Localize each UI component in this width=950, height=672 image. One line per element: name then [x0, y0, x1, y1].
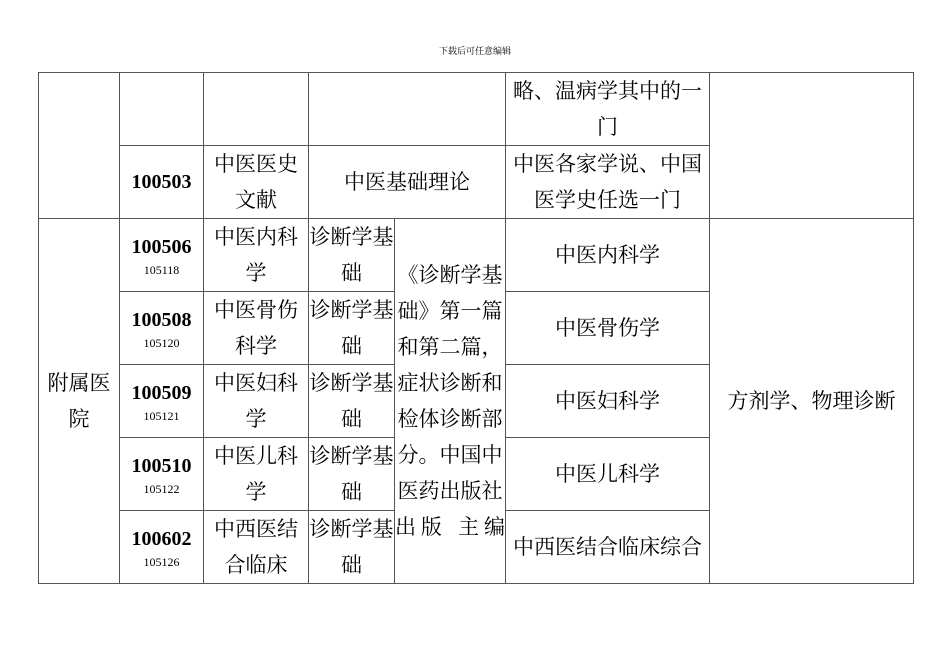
code-cell: 100508 105120: [120, 292, 204, 365]
table-row: [39, 73, 914, 146]
major-cell: 中医骨伤科学: [204, 292, 309, 365]
table-row: [39, 219, 914, 292]
code-cell: 100602 105126: [120, 511, 204, 584]
exam-subject-cell: 中医各家学说、中国医学史任选一门: [506, 146, 710, 219]
code-cell: 100510 105122: [120, 438, 204, 511]
code-cell: 100506 105118: [120, 219, 204, 292]
subject-cell: 诊断学基础: [309, 511, 395, 584]
major-cell: 中医妇科学: [204, 365, 309, 438]
code-cell: 100503: [120, 146, 204, 219]
code-cell: 100509 105121: [120, 365, 204, 438]
major-cell: 中医医史文献: [204, 146, 309, 219]
admission-table: [38, 72, 914, 584]
unit-cell: 附属医院: [39, 219, 120, 584]
exam-subject-cell: 中西医结合临床综合: [506, 511, 710, 584]
exam-subject-cell: 中医妇科学: [506, 365, 710, 438]
exam-subject-cell: 中医骨伤学: [506, 292, 710, 365]
subject-cell: 诊断学基础: [309, 438, 395, 511]
subject-cell: 中医基础理论: [309, 146, 506, 219]
unit-cell-empty: [39, 73, 120, 219]
subject-cell: 诊断学基础: [309, 219, 395, 292]
code-cell: [120, 73, 204, 146]
exam-subject-cell: 中医儿科学: [506, 438, 710, 511]
note-cell: 方剂学、物理诊断: [710, 219, 914, 584]
subject-cell: 诊断学基础: [309, 292, 395, 365]
subject-cell: 诊断学基础: [309, 365, 395, 438]
subject-cell: [309, 73, 506, 146]
major-cell: 中西医结合临床: [204, 511, 309, 584]
major-cell: 中医内科学: [204, 219, 309, 292]
exam-subject-cell: 略、温病学其中的一门: [506, 73, 710, 146]
header-note: 下载后可任意编辑: [438, 47, 511, 57]
textbook-cell: 《诊断学基础》第一篇和第二篇，症状诊断和检体诊断部分。中国中医药出版社出版 主编: [395, 219, 506, 584]
exam-subject-cell: 中医内科学: [506, 219, 710, 292]
major-cell: 中医儿科学: [204, 438, 309, 511]
note-cell-empty: [710, 73, 914, 219]
major-cell: [204, 73, 309, 146]
